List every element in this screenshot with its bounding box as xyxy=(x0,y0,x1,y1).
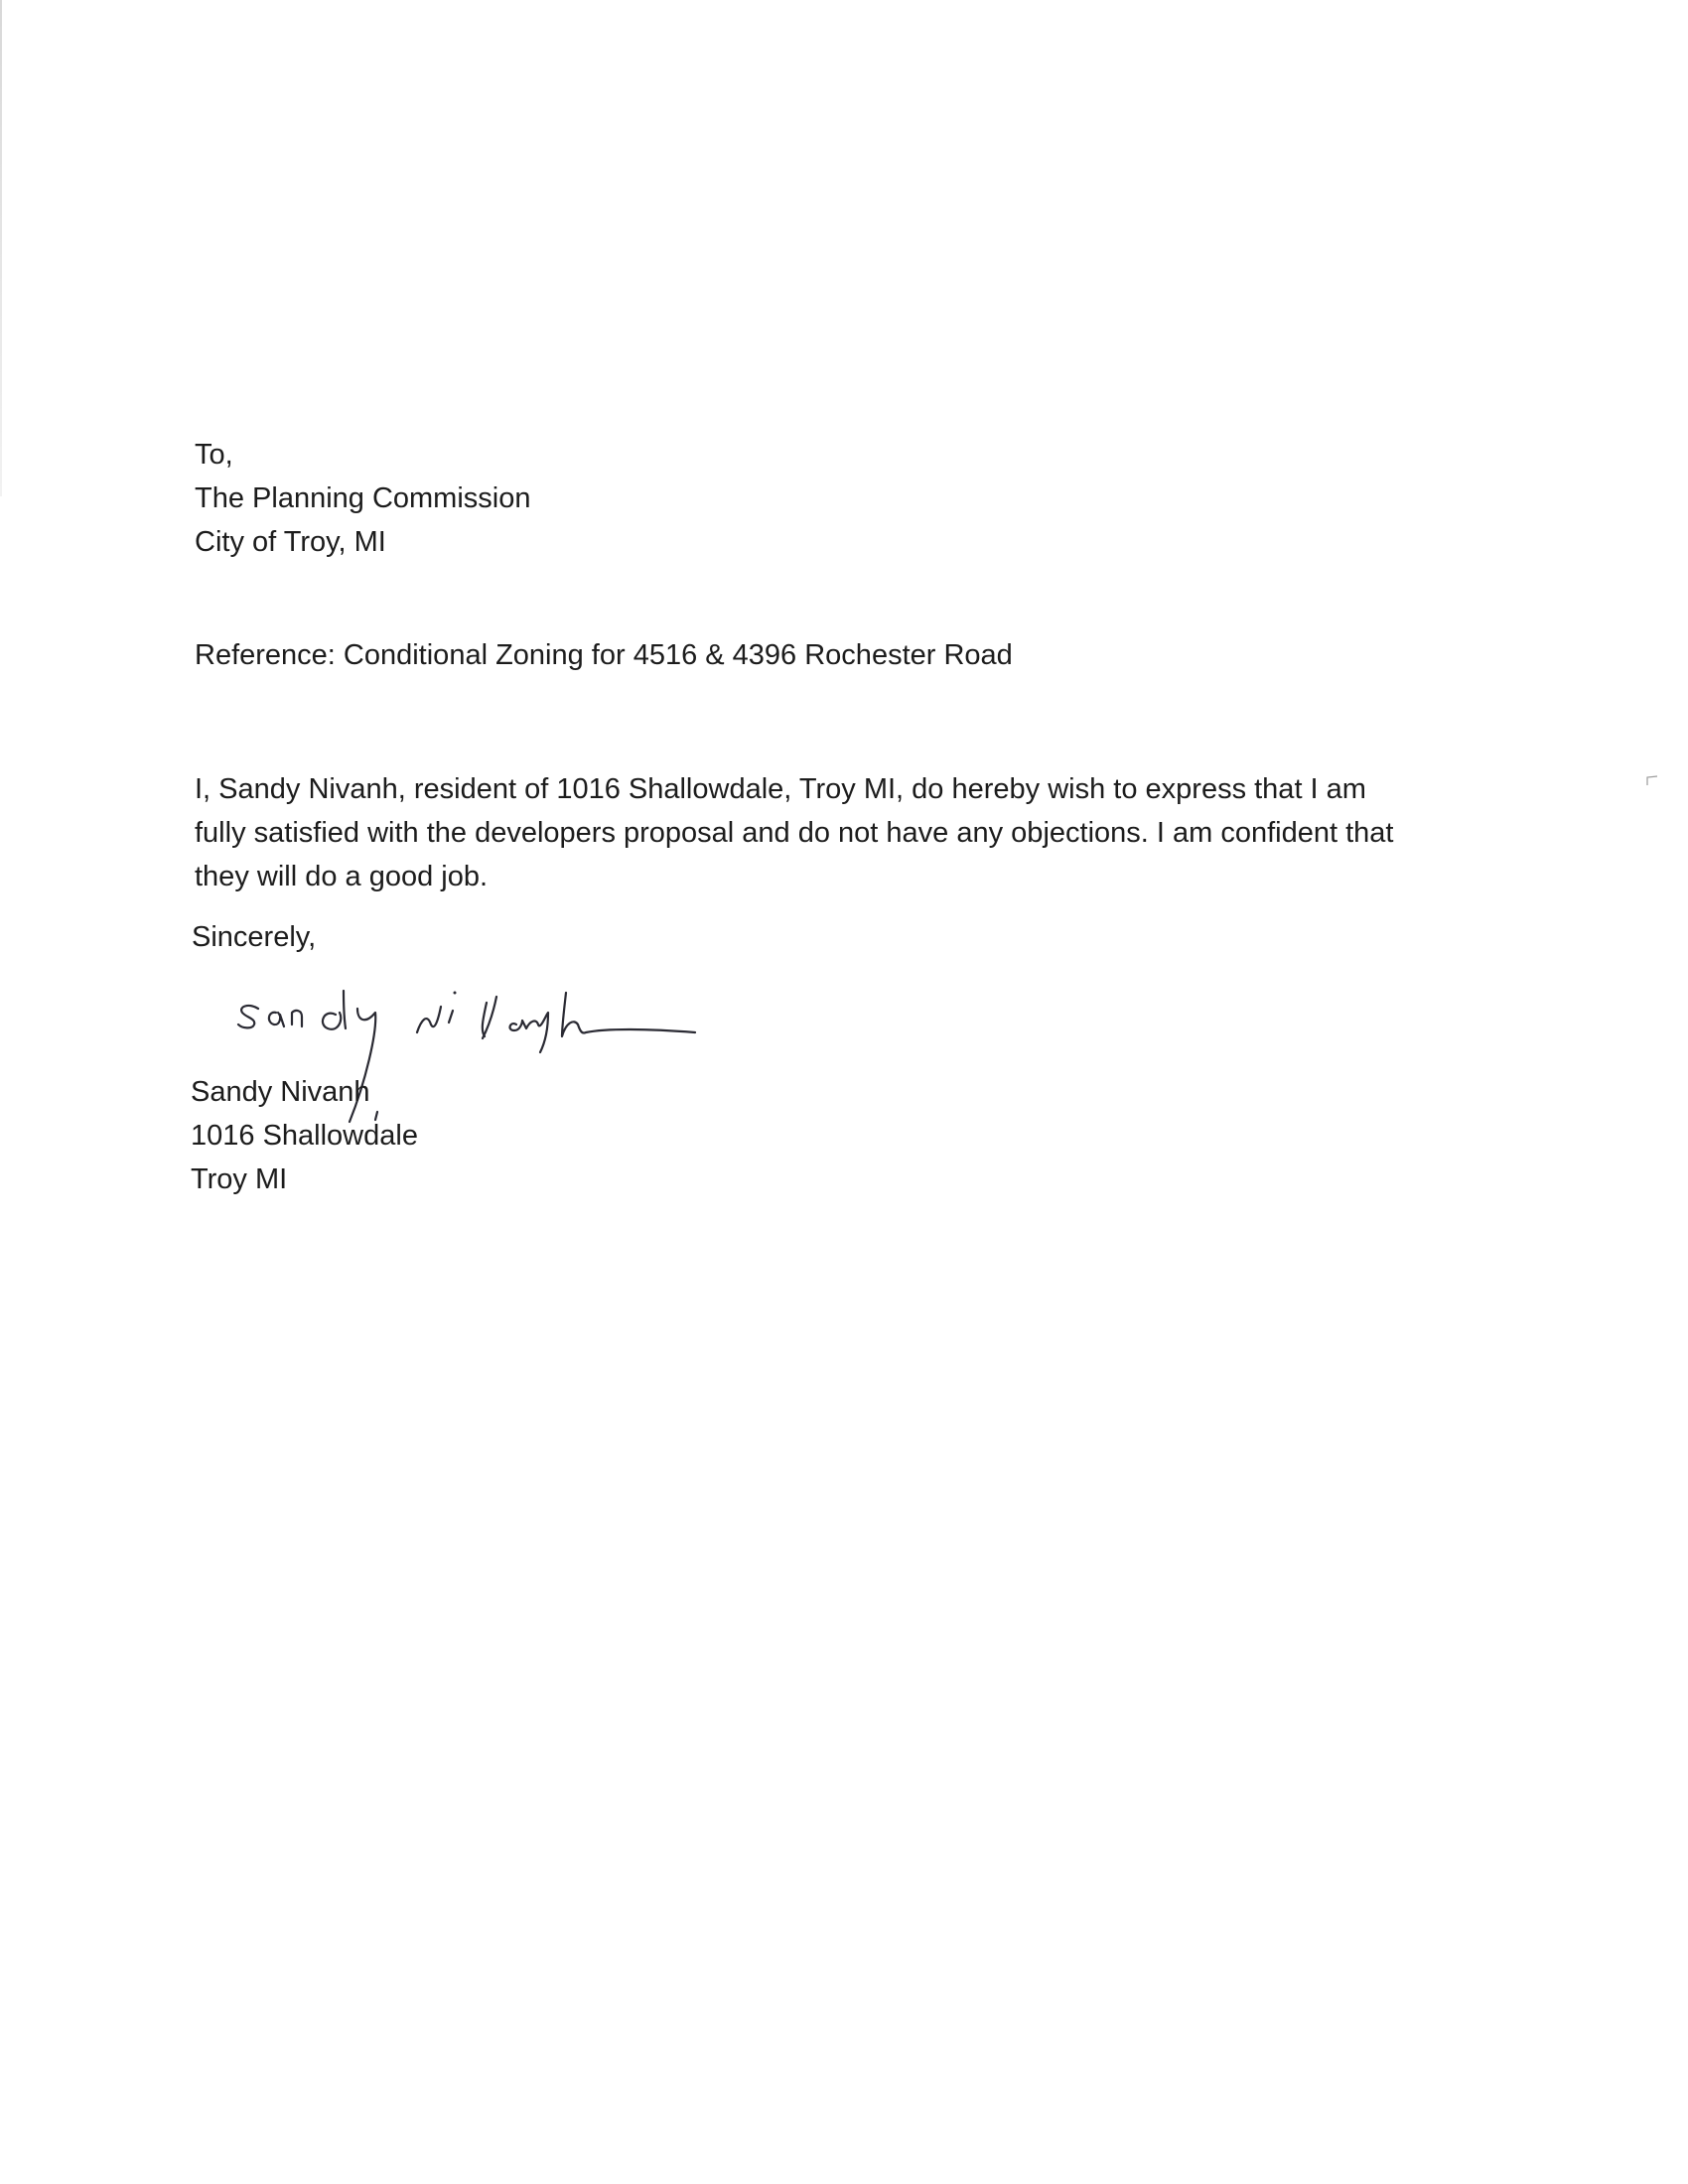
recipient-block xyxy=(195,433,530,564)
letter-body xyxy=(195,767,1505,898)
reference-line xyxy=(195,633,1013,677)
sender-block xyxy=(191,1070,418,1201)
sender-city: Troy MI xyxy=(191,1163,288,1195)
sender-name: Sandy Nivanh xyxy=(191,1076,370,1108)
salutation: To, xyxy=(195,439,233,471)
scan-edge-shadow xyxy=(0,0,2,496)
scan-artifact-mark xyxy=(1645,774,1659,786)
body-line: I, Sandy Nivanh, resident of 1016 Shallowdale, Troy MI, do hereby wish to express that I am xyxy=(195,773,1366,805)
recipient-name: The Planning Commission xyxy=(195,482,531,514)
reference-text: Reference: Conditional Zoning for 4516 & 4396 Rochester Road xyxy=(195,639,1013,671)
recipient-city: City of Troy, MI xyxy=(195,526,386,558)
closing-text: Sincerely, xyxy=(192,921,317,953)
body-line: they will do a good job. xyxy=(195,861,489,892)
closing xyxy=(192,915,316,959)
body-line: fully satisfied with the developers proposal and do not have any objections. I am confident that xyxy=(195,817,1394,849)
sender-street: 1016 Shallowdale xyxy=(191,1120,418,1152)
